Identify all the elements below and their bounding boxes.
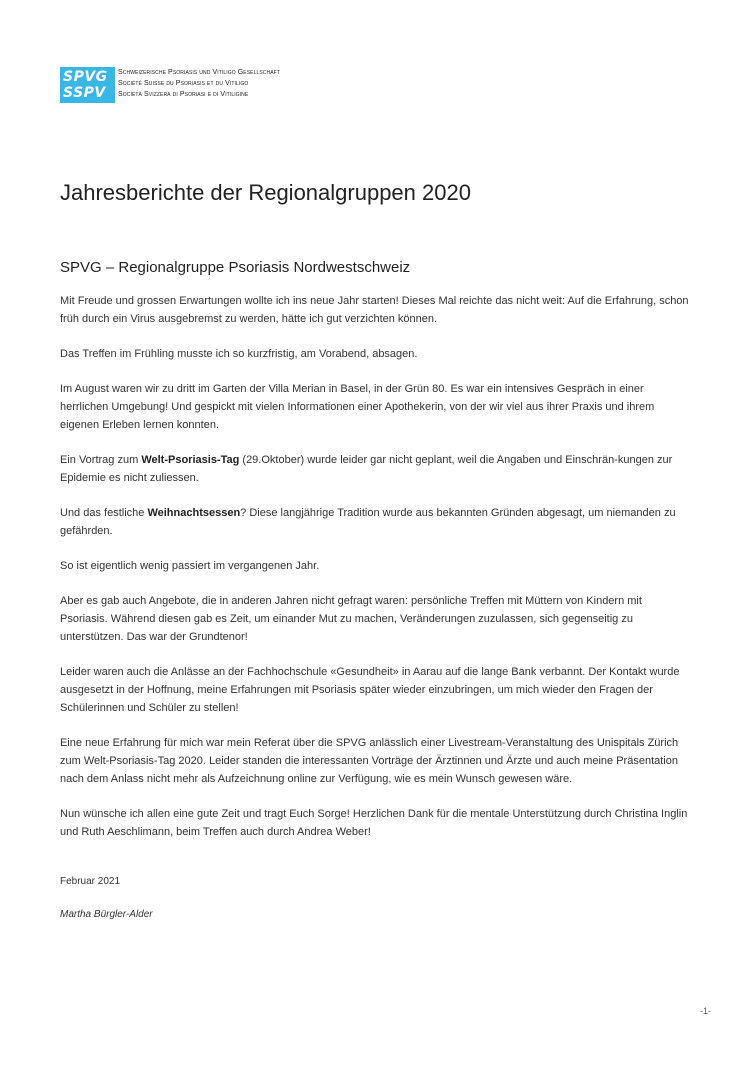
paragraph-10: Nun wünsche ich allen eine gute Zeit und tragt Euch Sorge! Herzlichen Dank für die mentale Unterstützung durch Christina Inglin und Ruth Aeschlimann, beim Treffen auch durch Andrea Weber!	[60, 808, 688, 838]
organization-names	[118, 67, 280, 100]
paragraph-5-text-before: Und das festliche	[60, 507, 148, 519]
paragraph-9: Eine neue Erfahrung für mich war mein Referat über die SPVG anlässlich einer Livestream-Veranstaltung des Unispitals Zürich zum Welt-Psoriasis-Tag 2020. Leider standen die interessanten Vorträge der Ärztinnen und Ärzte und auch meine Präsentation nach dem Anlass nicht mehr als Aufzeichnung online zur Verfügung, wie es mein Wunsch gewesen wäre.	[60, 737, 679, 785]
paragraph-4-text-before: Ein Vortrag zum	[60, 454, 142, 466]
spvg-logo	[60, 67, 115, 103]
paragraph-5	[60, 504, 690, 540]
org-name-german: Schweizerische Psoriasis und Vitiligo Gesellschaft	[118, 69, 280, 76]
section-heading: SPVG – Regionalgruppe Psoriasis Nordwestschweiz	[60, 259, 411, 276]
logo-line-2: SSPV	[63, 85, 106, 101]
page-number: -1-	[700, 1006, 711, 1016]
paragraph-6: So ist eigentlich wenig passiert im vergangenen Jahr.	[60, 560, 320, 572]
paragraph-1: Mit Freude und grossen Erwartungen wollte ich ins neue Jahr starten! Dieses Mal reichte das nicht weit: Auf die Erfahrung, schon früh durch ein Virus ausgebremst zu werden, hätte ich gut verzichten können.	[60, 295, 689, 325]
paragraph-3: Im August waren wir zu dritt im Garten der Villa Merian in Basel, in der Grün 80. Es war ein intensives Gespräch in einer herrlichen Umgebung! Und gespickt mit vielen Informationen einer Apothekerin, von der wir viel aus ihrer Praxis und ihrem eigenen Erleben lernen konnten.	[60, 383, 655, 431]
author-signature: Martha Bürgler-Alder	[60, 909, 153, 920]
logo-line-1: SPVG	[63, 69, 108, 85]
paragraph-7: Aber es gab auch Angebote, die in anderen Jahren nicht gefragt waren: persönliche Treffen mit Müttern von Kindern mit Psoriasis. Während diesen gab es Zeit, um einander Mut zu machen, Veränderungen zuzulassen, sich gegenseitig zu unterstützen. Das war der Grundtenor!	[60, 595, 642, 643]
document-title: Jahresberichte der Regionalgruppen 2020	[60, 180, 471, 205]
welt-psoriasis-tag-emphasis: Welt-Psoriasis-Tag	[141, 454, 240, 466]
org-name-french: Société Suisse du Psoriasis et du Vitiligo	[118, 80, 249, 87]
paragraph-2: Das Treffen im Frühling musste ich so kurzfristig, am Vorabend, absagen.	[60, 348, 418, 360]
weihnachtsessen-emphasis: Weihnachtsessen	[147, 507, 241, 519]
paragraph-4	[60, 451, 690, 487]
paragraph-8: Leider waren auch die Anlässe an der Fachhochschule «Gesundheit» in Aarau auf die lange Bank verbannt. Der Kontakt wurde ausgesetzt in der Hoffnung, meine Erfahrungen mit Psoriasis später wieder einzubringen, um mich wieder den Fragen der Schülerinnen und Schüler zu stellen!	[60, 666, 680, 714]
paragraph-5-text-after: ? Diese langjährige Tradition wurde aus bekannten Gründen abgesagt, um niemanden zu gefährden.	[60, 507, 676, 537]
report-body	[60, 292, 690, 858]
letterhead	[60, 67, 280, 103]
report-date: Februar 2021	[60, 876, 121, 887]
org-name-italian: Società Svizzera di Psoriasi e di Vitiligine	[118, 91, 249, 98]
paragraph-4-text-after: (29.Oktober) wurde leider gar nicht geplant, weil die Angaben und Einschrän-kungen zur Epidemie es nicht zuliessen.	[60, 454, 673, 484]
